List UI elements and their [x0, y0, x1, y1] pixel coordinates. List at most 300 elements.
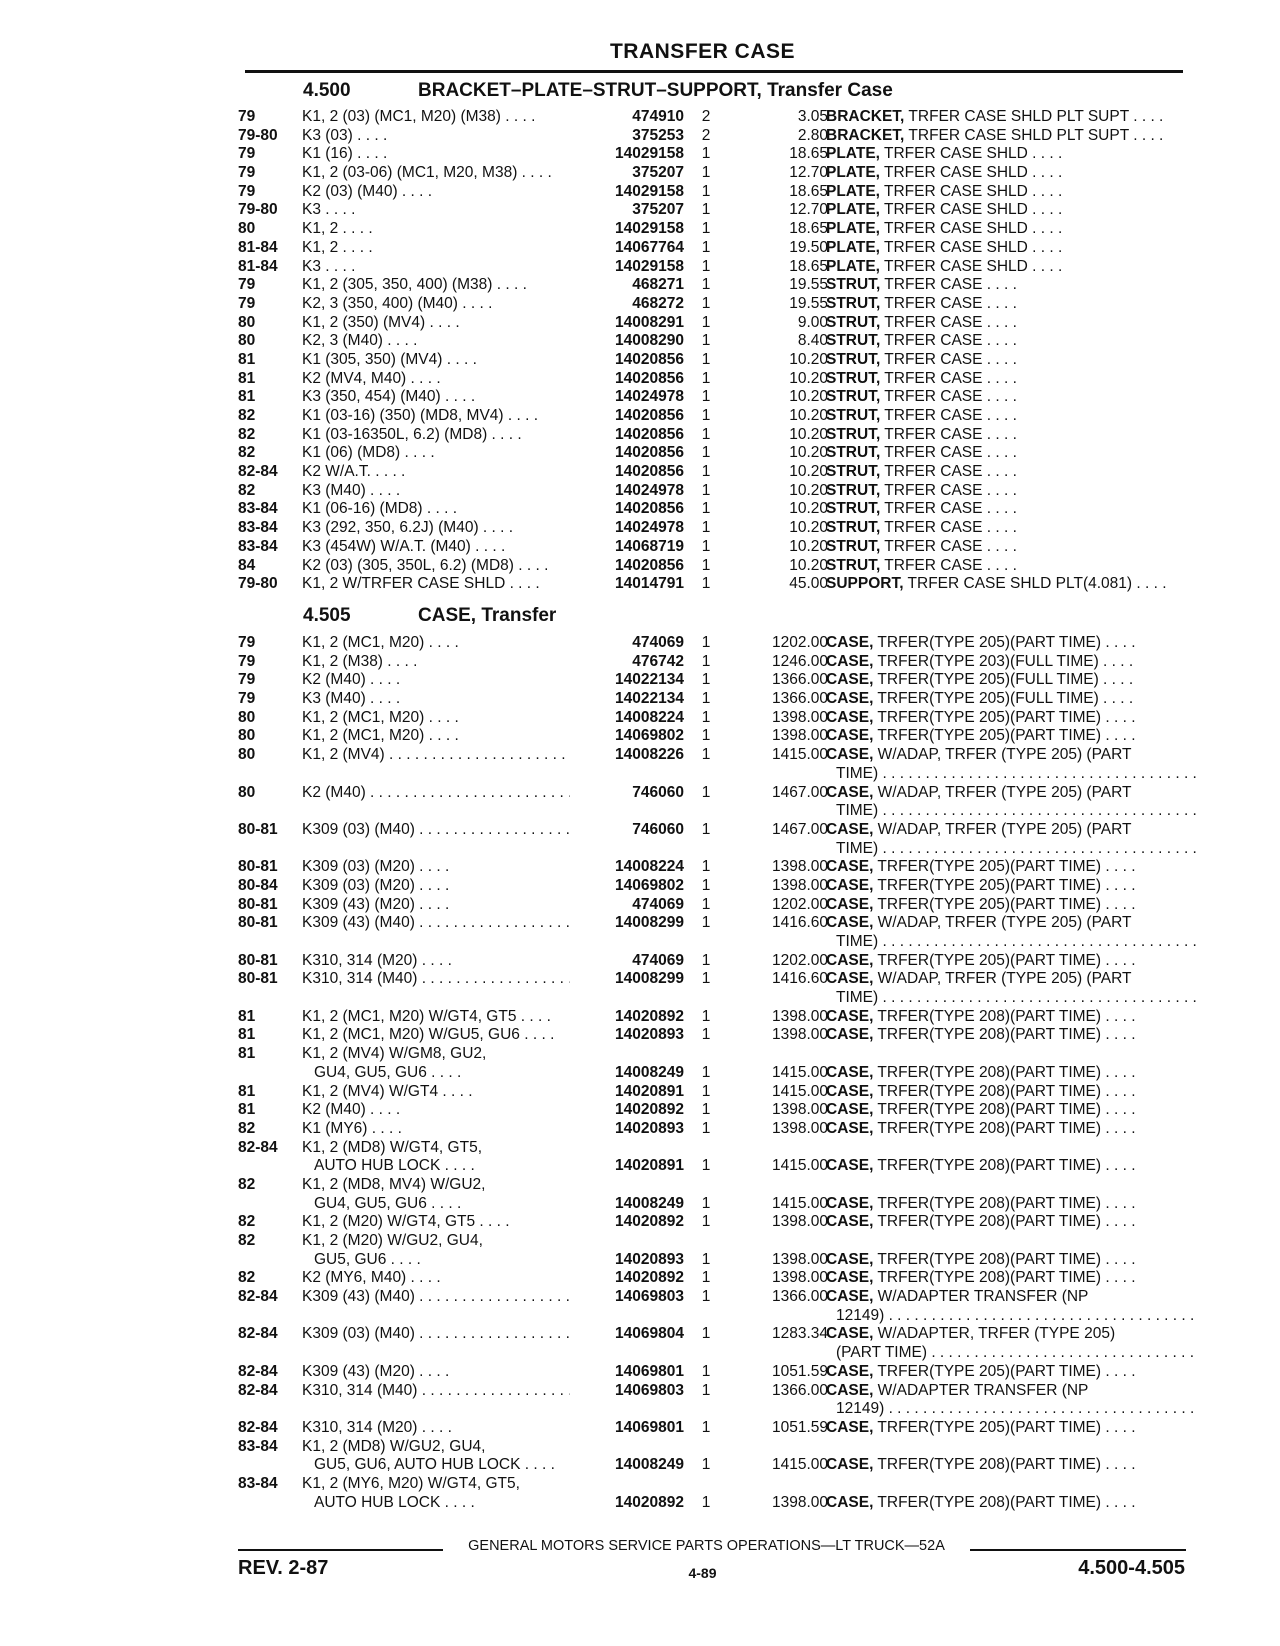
description-text: TRFER CASE . . . . — [880, 295, 1017, 312]
table-row-continued — [238, 765, 1188, 784]
description-cell — [826, 538, 1188, 557]
description-cell — [826, 426, 1188, 445]
description-name: CASE, — [826, 1269, 874, 1287]
model-label: K309 (03) (M20) . . . . — [302, 858, 449, 875]
table-row — [238, 201, 1188, 220]
table-row — [238, 127, 1188, 146]
description-name: CASE, — [826, 1250, 874, 1268]
description-cell — [826, 444, 1188, 463]
description-text: TRFER(TYPE 208)(PART TIME) . . . . — [873, 1213, 1135, 1230]
table-row — [238, 1269, 1188, 1288]
model-label: K1, 2 (MV4) W/GT4 . . . . — [302, 1083, 473, 1100]
table-row — [238, 519, 1188, 538]
table-row — [238, 482, 1188, 501]
price: 18.65 — [789, 182, 828, 200]
model-cell — [314, 1195, 582, 1214]
model-cell — [302, 653, 570, 672]
description-text: TRFER CASE SHLD PLT(4.081) . . . . — [904, 575, 1167, 592]
model-label: K1, 2 . . . . — [302, 220, 373, 237]
model-label: K310, 314 (M40) . . . — [302, 970, 570, 987]
price: 3.05 — [797, 108, 828, 125]
model-year: 79 — [238, 671, 256, 689]
description-name: CASE, — [826, 1007, 874, 1025]
table-row — [238, 351, 1188, 370]
model-year: 79 — [238, 652, 256, 670]
section-heading — [303, 80, 893, 102]
model-label: K1, 2 (MC1, M20) W/GT4, GT5 . . . . — [302, 1008, 551, 1025]
model-year: 82 — [238, 1213, 256, 1231]
price: 1398.00 — [771, 1026, 828, 1044]
quantity: 1 — [701, 1157, 711, 1175]
description-text: TRFER(TYPE 205)(PART TIME) . . . . — [873, 858, 1135, 875]
part-number: 14020893 — [615, 1119, 684, 1137]
price: 1415.00 — [771, 746, 828, 764]
table-row-continued — [238, 1157, 1188, 1176]
model-label-cont: AUTO HUB LOCK . . . . — [314, 1157, 475, 1174]
model-year: 80 — [238, 313, 256, 331]
model-cell — [302, 858, 570, 877]
model-cell — [302, 1213, 570, 1232]
description-text: TRFER(TYPE 205)(FULL TIME) . . . . — [873, 671, 1133, 688]
description-text: TRFER CASE . . . . — [880, 519, 1017, 536]
model-label: K1 (MY6) . . . . — [302, 1120, 402, 1137]
quantity: 1 — [701, 914, 711, 932]
model-label: K2 (M40) . . . . — [302, 671, 400, 688]
description-text: TRFER CASE . . . . — [880, 407, 1017, 424]
table-row — [238, 1382, 1188, 1401]
quantity: 1 — [701, 895, 711, 913]
price: 45.00 — [789, 575, 828, 593]
description-cell — [826, 332, 1188, 351]
model-year: 80 — [238, 783, 256, 801]
description-name: STRUT, — [826, 350, 881, 368]
model-label: K2 (M40) . . . . — [302, 1101, 400, 1118]
model-cell — [302, 1101, 570, 1120]
description-cell — [836, 933, 1198, 952]
table-row — [238, 1045, 1188, 1064]
model-year: 81-84 — [238, 257, 278, 275]
price: 1398.00 — [771, 1269, 828, 1287]
price: 10.20 — [789, 444, 828, 462]
model-cell — [302, 500, 570, 519]
description-name: CASE, — [826, 1381, 874, 1399]
quantity: 1 — [701, 1101, 711, 1119]
part-number: 375253 — [632, 126, 684, 144]
model-year: 82-84 — [238, 463, 278, 481]
model-cell — [302, 332, 570, 351]
model-year: 82 — [238, 444, 256, 462]
model-cell — [302, 220, 570, 239]
part-number: 14020856 — [615, 444, 684, 462]
price: 12.70 — [789, 201, 828, 219]
model-year: 79 — [238, 145, 256, 163]
model-cell — [302, 183, 570, 202]
model-cell — [314, 1064, 582, 1083]
description-text: TRFER CASE SHLD . . . . — [880, 201, 1062, 218]
model-year: 80-81 — [238, 914, 278, 932]
table-row-continued — [238, 1307, 1188, 1326]
model-cell — [302, 519, 570, 538]
model-year: 81 — [238, 1026, 256, 1044]
model-year: 81-84 — [238, 238, 278, 256]
model-year: 82 — [238, 1119, 256, 1137]
model-label: K3 (292, 350, 6.2J) (M40) . . . . — [302, 519, 513, 536]
quantity: 1 — [701, 500, 711, 518]
model-label: K1, 2 . . . . — [302, 239, 373, 256]
description-name: PLATE, — [826, 201, 880, 219]
model-cell — [302, 821, 570, 840]
part-number: 14024978 — [615, 519, 684, 537]
section-number: 4.500 — [303, 80, 351, 101]
price: 9.00 — [797, 313, 828, 331]
part-number: 14069804 — [615, 1325, 684, 1343]
price: 1202.00 — [771, 895, 828, 913]
model-year: 83-84 — [238, 1474, 278, 1492]
model-cell — [302, 671, 570, 690]
quantity: 1 — [701, 1381, 711, 1399]
model-cell — [302, 444, 570, 463]
quantity: 2 — [701, 126, 711, 144]
model-cell — [302, 164, 570, 183]
model-year: 79-80 — [238, 126, 278, 144]
description-text-cont: 12149) . . . — [836, 1307, 1198, 1324]
part-number: 14008224 — [615, 708, 684, 726]
price: 1415.00 — [771, 1063, 828, 1081]
description-cell — [826, 276, 1188, 295]
model-label: K1, 2 (MC1, M20) . . . . — [302, 727, 459, 744]
model-label: K2 (MV4, M40) . . . . — [302, 370, 441, 387]
quantity: 1 — [701, 876, 711, 894]
page-number: 4-89 — [688, 1565, 717, 1581]
part-number: 14020891 — [615, 1082, 684, 1100]
description-name: PLATE, — [826, 145, 880, 163]
model-label: K1, 2 (MV4) . . . — [302, 746, 570, 763]
part-number: 14008249 — [615, 1194, 684, 1212]
model-label: K3 (M40) . . . . — [302, 690, 400, 707]
model-year: 80-81 — [238, 895, 278, 913]
model-year: 79 — [238, 164, 256, 182]
model-year: 81 — [238, 1101, 256, 1119]
model-cell — [302, 1475, 570, 1494]
model-label: K310, 314 (M20) . . . . — [302, 952, 452, 969]
model-year: 79-80 — [238, 575, 278, 593]
quantity: 1 — [701, 690, 711, 708]
description-cell — [826, 1026, 1188, 1045]
table-row — [238, 1176, 1188, 1195]
table-row-continued — [238, 1344, 1188, 1363]
model-label: K1, 2 (MC1, M20) . . . . — [302, 709, 459, 726]
model-cell — [302, 295, 570, 314]
description-cell — [826, 1064, 1188, 1083]
model-label: K1, 2 (03) (MC1, M20) (M38) . . . . — [302, 108, 535, 125]
description-text: TRFER(TYPE 205)(PART TIME) . . . . — [873, 634, 1135, 651]
description-cell — [826, 220, 1188, 239]
model-label: K1 (16) . . . . — [302, 145, 387, 162]
model-label: K309 (43) (M40) . . . — [302, 914, 570, 931]
quantity: 1 — [701, 820, 711, 838]
price: 18.65 — [789, 145, 828, 163]
description-name: STRUT, — [826, 463, 881, 481]
model-cell — [302, 1083, 570, 1102]
table-row-continued — [238, 989, 1188, 1008]
description-cell — [836, 1307, 1198, 1326]
price: 1398.00 — [771, 1119, 828, 1137]
description-cell — [826, 727, 1188, 746]
description-name: CASE, — [826, 1362, 874, 1380]
price: 10.20 — [789, 388, 828, 406]
quantity: 1 — [701, 970, 711, 988]
part-number: 14020892 — [615, 1101, 684, 1119]
model-label: K1, 2 (M20) W/GU2, GU4, — [302, 1232, 483, 1249]
description-text: TRFER CASE SHLD . . . . — [880, 258, 1062, 275]
description-cell — [826, 1213, 1188, 1232]
description-text: TRFER CASE . . . . — [880, 332, 1017, 349]
description-name: CASE, — [826, 1325, 874, 1343]
model-cell — [302, 463, 570, 482]
table-row-continued — [238, 1195, 1188, 1214]
description-cell — [826, 351, 1188, 370]
description-cell — [826, 746, 1188, 765]
quantity: 1 — [701, 294, 711, 312]
price: 10.20 — [789, 369, 828, 387]
description-cell — [836, 765, 1198, 784]
quantity: 1 — [701, 1325, 711, 1343]
description-name: PLATE, — [826, 164, 880, 182]
description-cell — [826, 295, 1188, 314]
description-cell — [826, 258, 1188, 277]
model-cell — [302, 877, 570, 896]
description-cell — [826, 1456, 1188, 1475]
model-year: 80-81 — [238, 970, 278, 988]
model-cell — [302, 746, 570, 765]
table-row — [238, 634, 1188, 653]
price: 12.70 — [789, 164, 828, 182]
price: 10.20 — [789, 481, 828, 499]
description-text: TRFER(TYPE 208)(PART TIME) . . . . — [873, 1456, 1135, 1473]
price: 1398.00 — [771, 876, 828, 894]
description-cell — [826, 709, 1188, 728]
quantity: 1 — [701, 407, 711, 424]
description-text: TRFER CASE . . . . — [880, 444, 1017, 461]
model-cell — [302, 575, 570, 594]
price: 8.40 — [797, 332, 828, 350]
model-cell — [302, 1438, 570, 1457]
part-number: 14014791 — [615, 575, 684, 593]
model-cell — [302, 952, 570, 971]
description-cell — [826, 1101, 1188, 1120]
part-number: 474069 — [632, 895, 684, 913]
quantity: 1 — [701, 350, 711, 368]
description-text: TRFER CASE . . . . — [880, 482, 1017, 499]
model-label: K1, 2 (MC1, M20) W/GU5, GU6 . . . . — [302, 1026, 554, 1043]
model-label: K309 (03) (M20) . . . . — [302, 877, 449, 894]
model-year: 80 — [238, 220, 256, 238]
parts-list-4505 — [238, 634, 1188, 1512]
price: 1398.00 — [771, 1007, 828, 1025]
model-cell — [302, 426, 570, 445]
description-cell — [826, 557, 1188, 576]
description-cell — [826, 877, 1188, 896]
part-number: 14069802 — [615, 727, 684, 745]
table-row — [238, 1232, 1188, 1251]
description-name: CASE, — [826, 652, 874, 670]
model-label: K310, 314 (M20) . . . . — [302, 1419, 452, 1436]
description-cell — [826, 239, 1188, 258]
description-name: STRUT, — [826, 276, 881, 294]
part-number: 375207 — [632, 164, 684, 182]
quantity: 1 — [701, 481, 711, 499]
part-number: 468272 — [632, 294, 684, 312]
description-text: TRFER(TYPE 205)(PART TIME) . . . . — [873, 952, 1135, 969]
model-label: K2 (03) (305, 350L, 6.2) (MD8) . . . . — [302, 557, 548, 574]
quantity: 1 — [701, 238, 711, 256]
description-name: PLATE, — [826, 182, 880, 200]
table-row — [238, 709, 1188, 728]
price: 1398.00 — [771, 1101, 828, 1119]
description-text: W/ADAP, TRFER (TYPE 205) (PART — [873, 914, 1132, 932]
model-label: K1 (06) (MD8) . . . . — [302, 444, 435, 461]
quantity: 1 — [701, 556, 711, 574]
model-label: K1 (305, 350) (MV4) . . . . — [302, 351, 477, 368]
model-cell — [302, 1232, 570, 1251]
description-name: CASE, — [826, 951, 874, 969]
revision-label: REV. 2-87 — [238, 1557, 329, 1579]
table-row — [238, 690, 1188, 709]
quantity: 1 — [701, 1418, 711, 1436]
section-title-bold: BRACKET–PLATE–STRUT–SUPPORT, — [418, 80, 762, 101]
description-name: CASE, — [826, 820, 874, 838]
description-name: STRUT, — [826, 369, 881, 387]
description-cell — [826, 1008, 1188, 1027]
description-name: CASE, — [826, 914, 874, 932]
price: 10.20 — [789, 407, 828, 424]
part-number: 14020856 — [615, 350, 684, 368]
quantity: 1 — [701, 1063, 711, 1081]
quantity: 1 — [701, 1456, 711, 1474]
description-text: TRFER CASE SHLD PLT SUPT . . . . — [904, 127, 1163, 144]
price: 2.80 — [797, 126, 828, 144]
table-row — [238, 557, 1188, 576]
table-row — [238, 258, 1188, 277]
model-cell — [302, 201, 570, 220]
model-cell — [302, 557, 570, 576]
part-number: 474069 — [632, 951, 684, 969]
part-number: 14024978 — [615, 388, 684, 406]
description-text: TRFER(TYPE 208)(PART TIME) . . . . — [873, 1494, 1135, 1511]
description-name: CASE, — [826, 1101, 874, 1119]
description-text: TRFER(TYPE 205)(PART TIME) . . . . — [873, 896, 1135, 913]
table-row-continued — [238, 1494, 1188, 1513]
model-label: K1 (03-16) (350) (MD8, MV4) . . . . — [302, 407, 538, 424]
model-cell — [302, 351, 570, 370]
model-year: 83-84 — [238, 500, 278, 518]
description-name: PLATE, — [826, 220, 880, 238]
model-label: K3 . . . . — [302, 258, 355, 275]
description-name: CASE, — [826, 1063, 874, 1081]
table-row — [238, 1363, 1188, 1382]
model-label: K2, 3 (350, 400) (M40) . . . . — [302, 295, 492, 312]
model-year: 80-81 — [238, 951, 278, 969]
quantity: 1 — [701, 1082, 711, 1100]
description-name: CASE, — [826, 783, 874, 801]
table-row — [238, 164, 1188, 183]
model-year: 80-84 — [238, 876, 278, 894]
model-cell — [314, 1157, 582, 1176]
model-label: K3 (350, 454) (M40) . . . . — [302, 388, 475, 405]
part-number: 14029158 — [615, 257, 684, 275]
model-year: 83-84 — [238, 1437, 278, 1455]
part-number: 14029158 — [615, 220, 684, 238]
table-row-continued — [238, 1251, 1188, 1270]
description-name: STRUT, — [826, 407, 881, 424]
part-number: 14020892 — [615, 1269, 684, 1287]
table-row — [238, 332, 1188, 351]
description-cell — [826, 653, 1188, 672]
description-name: CASE, — [826, 876, 874, 894]
table-row — [238, 1325, 1188, 1344]
description-name: CASE, — [826, 1213, 874, 1231]
description-text: TRFER(TYPE 208)(PART TIME) . . . . — [873, 1064, 1135, 1081]
description-cell — [826, 1325, 1188, 1344]
description-text-cont: TIME) . . . — [836, 802, 1198, 819]
price: 1398.00 — [771, 1213, 828, 1231]
description-name: CASE, — [826, 1157, 874, 1175]
model-cell — [302, 1382, 570, 1401]
description-cell — [826, 463, 1188, 482]
quantity: 1 — [701, 1269, 711, 1287]
part-number: 14008224 — [615, 858, 684, 876]
model-cell — [302, 896, 570, 915]
description-name: STRUT, — [826, 388, 881, 406]
model-cell — [314, 1456, 582, 1475]
model-label: K2 W/A.T. . . . . — [302, 463, 405, 480]
part-number: 14008226 — [615, 746, 684, 764]
model-cell — [302, 538, 570, 557]
table-row — [238, 220, 1188, 239]
model-label: K1, 2 (MC1, M20) . . . . — [302, 634, 459, 651]
description-name: CASE, — [826, 1418, 874, 1436]
part-number: 474069 — [632, 634, 684, 651]
description-name: STRUT, — [826, 313, 881, 331]
part-number: 14020856 — [615, 556, 684, 574]
model-cell — [302, 690, 570, 709]
model-year: 82-84 — [238, 1138, 278, 1156]
description-text: TRFER CASE . . . . — [880, 351, 1017, 368]
description-cell — [826, 145, 1188, 164]
table-row-continued — [238, 802, 1188, 821]
description-cell — [826, 201, 1188, 220]
description-cell — [826, 1195, 1188, 1214]
model-label: K1 (06-16) (MD8) . . . . — [302, 500, 457, 517]
description-cell — [826, 1120, 1188, 1139]
model-cell — [302, 276, 570, 295]
part-number: 14008299 — [615, 914, 684, 932]
description-name: STRUT, — [826, 294, 881, 312]
description-name: CASE, — [826, 1026, 874, 1044]
quantity: 1 — [701, 951, 711, 969]
model-year: 82-84 — [238, 1418, 278, 1436]
description-name: STRUT, — [826, 444, 881, 462]
description-name: CASE, — [826, 1082, 874, 1100]
model-label-cont: AUTO HUB LOCK . . . . — [314, 1494, 475, 1511]
description-text: TRFER CASE . . . . — [880, 314, 1017, 331]
quantity: 2 — [701, 108, 711, 125]
description-cell — [826, 821, 1188, 840]
quantity: 1 — [701, 257, 711, 275]
table-row — [238, 1026, 1188, 1045]
model-label: K3 (M40) . . . . — [302, 482, 400, 499]
description-name: PLATE, — [826, 257, 880, 275]
